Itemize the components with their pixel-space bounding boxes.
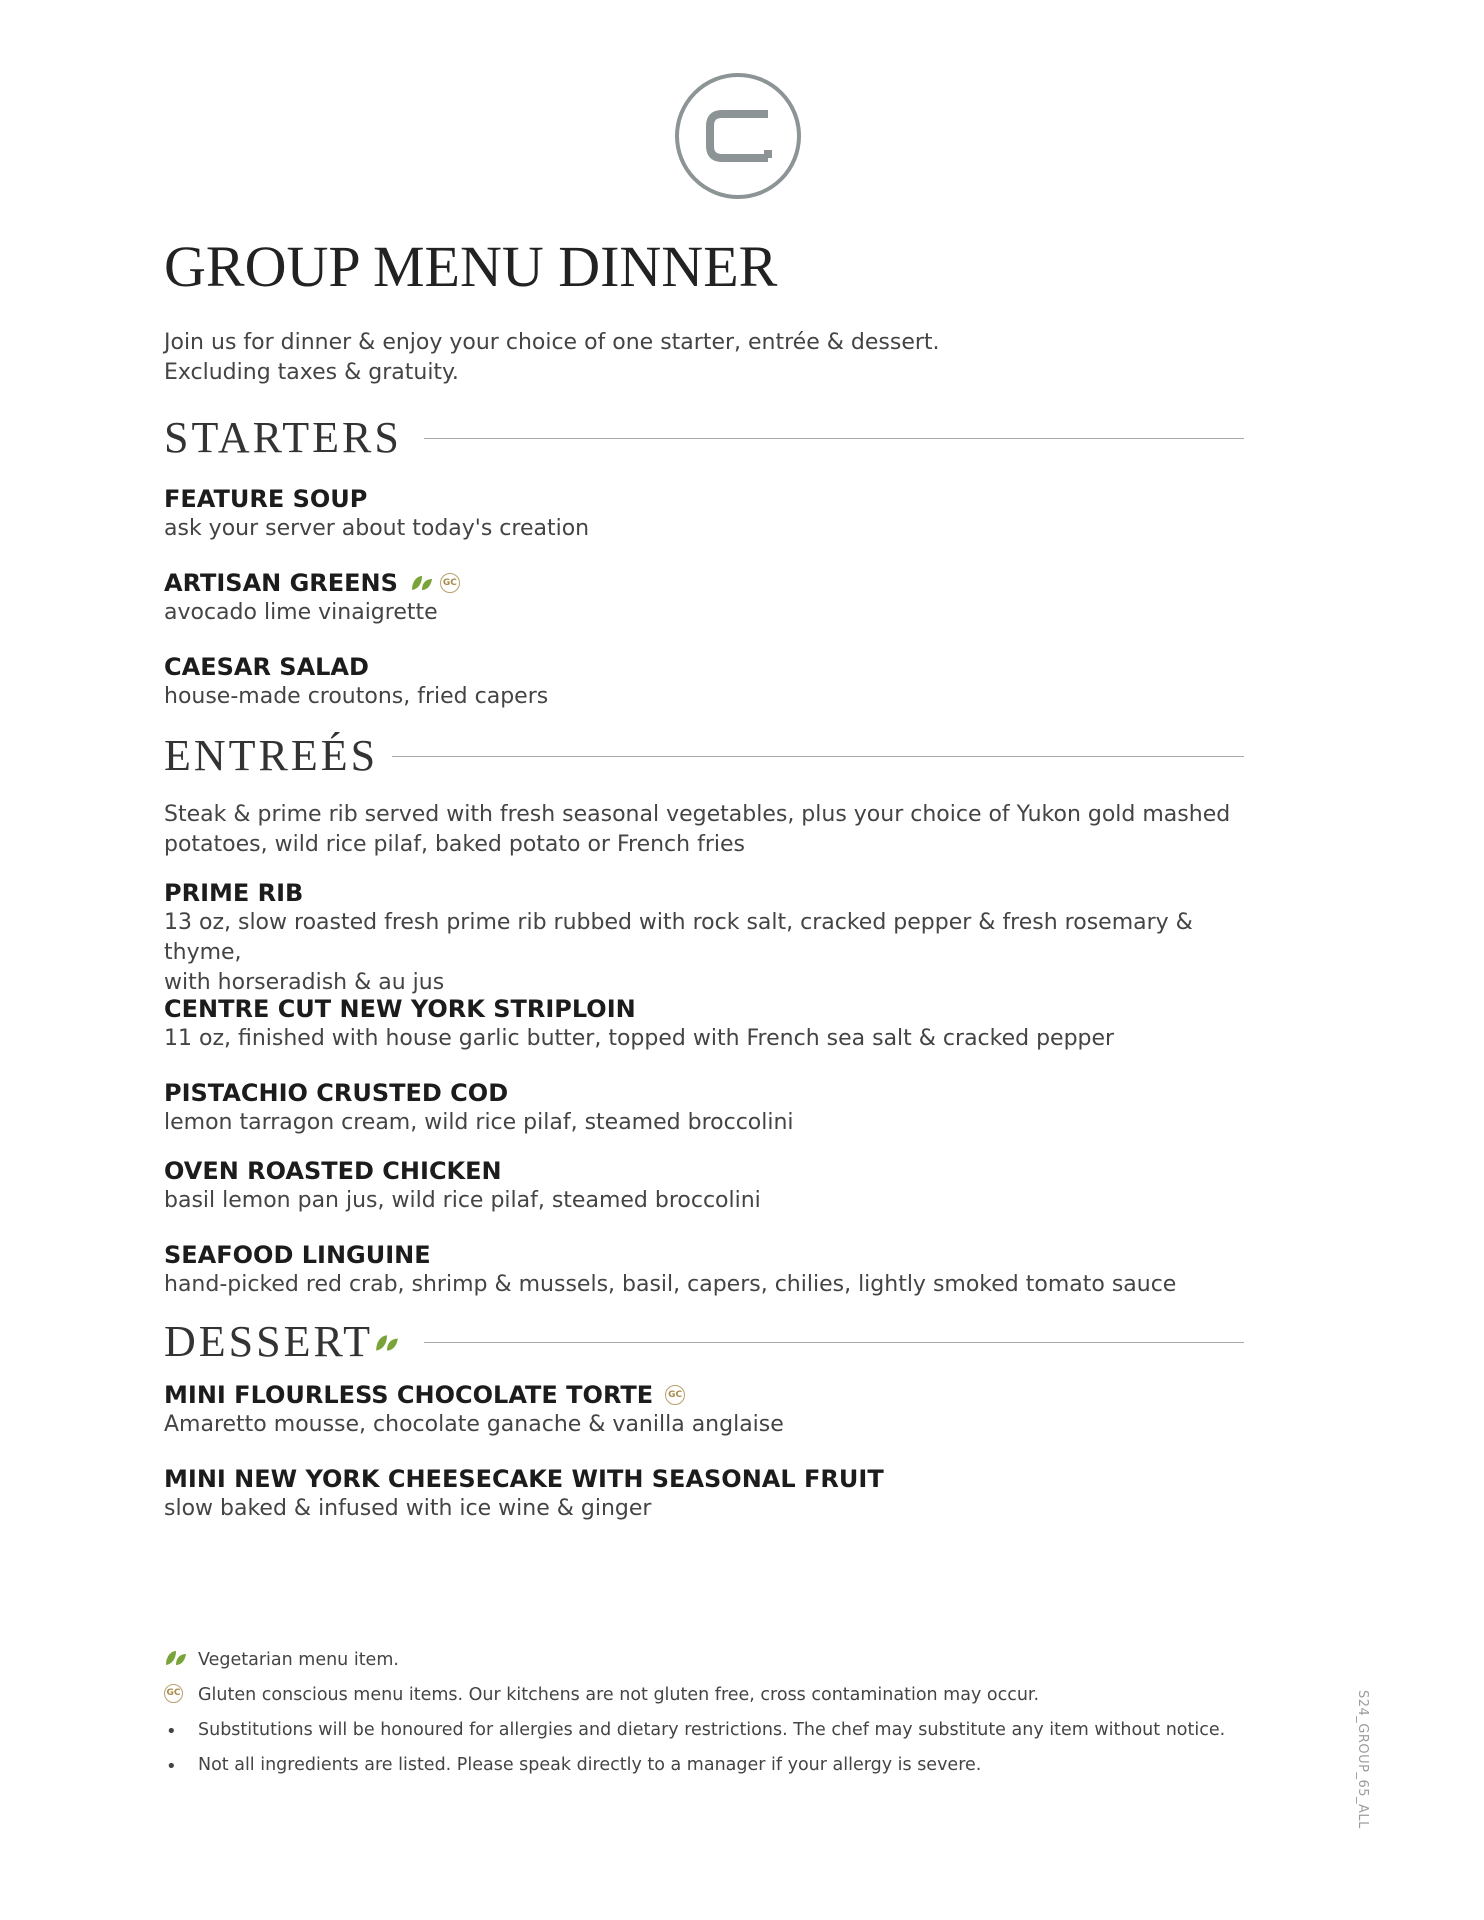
intro-line: Join us for dinner & enjoy your choice of one starter, entrée & dessert. — [164, 330, 940, 355]
footnotes — [164, 1648, 1264, 1788]
item-description: lemon tarragon cream, wild rice pilaf, steamed broccolini — [164, 1110, 794, 1135]
item-name: FEATURE SOUP — [164, 485, 368, 513]
logo — [674, 72, 802, 200]
bullet: • — [166, 1756, 177, 1777]
gc-icon: GC — [164, 1684, 183, 1703]
intro-line: Excluding taxes & gratuity. — [164, 360, 459, 385]
entrees-intro-line: Steak & prime rib served with fresh seasonal vegetables, plus your choice of Yukon gold mashed — [164, 802, 1231, 827]
menu-item — [164, 878, 1254, 998]
item-name: CAESAR SALAD — [164, 653, 369, 681]
section-title: ENTREÉS — [164, 731, 379, 780]
item-description: 13 oz, slow roasted fresh prime rib rubbed with rock salt, cracked pepper & fresh rosemary & thyme, — [164, 910, 1193, 965]
bullet: • — [166, 1721, 177, 1742]
item-name: MINI NEW YORK CHEESECAKE WITH SEASONAL FRUIT — [164, 1465, 884, 1493]
item-name-row — [164, 568, 1254, 598]
section-divider — [424, 1342, 1244, 1343]
menu-item — [164, 1078, 1254, 1138]
item-name: ARTISAN GREENS — [164, 569, 398, 597]
item-description: avocado lime vinaigrette — [164, 600, 438, 625]
section-divider — [424, 438, 1244, 439]
footnote-gluten — [164, 1683, 1264, 1718]
footnote-text: Vegetarian menu item. — [198, 1650, 399, 1670]
leaf-icon — [374, 1333, 400, 1357]
page-title: GROUP MENU DINNER — [164, 234, 778, 299]
item-name: PRIME RIB — [164, 879, 304, 907]
section-title: DESSERT — [164, 1317, 374, 1366]
item-name: SEAFOOD LINGUINE — [164, 1241, 431, 1269]
item-name: PISTACHIO CRUSTED COD — [164, 1079, 509, 1107]
item-description: 11 oz, finished with house garlic butter, topped with French sea salt & cracked pepper — [164, 1026, 1115, 1051]
section-header-starters — [164, 414, 1244, 462]
menu-item — [164, 652, 1254, 712]
section-title: STARTERS — [164, 413, 402, 462]
footnote-vegetarian — [164, 1648, 1264, 1683]
gc-icon: GC — [440, 573, 460, 593]
menu-item — [164, 568, 1254, 628]
menu-item — [164, 484, 1254, 544]
entrees-intro — [164, 800, 1264, 860]
footnote-text: Not all ingredients are listed. Please speak directly to a manager if your allergy is severe. — [198, 1755, 982, 1775]
item-description: slow baked & infused with ice wine & ginger — [164, 1496, 652, 1521]
item-description: ask your server about today's creation — [164, 516, 590, 541]
menu-item — [164, 1156, 1254, 1216]
menu-item — [164, 1240, 1254, 1300]
section-header-dessert — [164, 1318, 1244, 1366]
document-code: S24_GROUP_65_ALL — [1355, 1690, 1370, 1829]
menu-item — [164, 1380, 1254, 1440]
item-name: MINI FLOURLESS CHOCOLATE TORTE — [164, 1381, 654, 1409]
item-name-row — [164, 1380, 1254, 1410]
item-description: hand-picked red crab, shrimp & mussels, basil, capers, chilies, lightly smoked tomato sauce — [164, 1272, 1177, 1297]
menu-item — [164, 1464, 1254, 1524]
footnote-ingredients — [164, 1753, 1264, 1788]
intro-text — [164, 328, 940, 388]
item-name: CENTRE CUT NEW YORK STRIPLOIN — [164, 995, 636, 1023]
menu-item — [164, 994, 1254, 1054]
item-description: with horseradish & au jus — [164, 970, 445, 995]
item-name: OVEN ROASTED CHICKEN — [164, 1157, 502, 1185]
item-description: house-made croutons, fried capers — [164, 684, 549, 709]
section-header-entrees — [164, 732, 1244, 780]
c-monogram-circle-icon — [674, 72, 802, 200]
footnote-text: Substitutions will be honoured for allergies and dietary restrictions. The chef may substitute any item without notice. — [198, 1720, 1226, 1740]
item-description: Amaretto mousse, chocolate ganache & vanilla anglaise — [164, 1412, 784, 1437]
leaf-icon — [164, 1649, 188, 1674]
entrees-intro-line: potatoes, wild rice pilaf, baked potato or French fries — [164, 832, 745, 857]
footnote-substitutions — [164, 1718, 1264, 1753]
footnote-text: Gluten conscious menu items. Our kitchens are not gluten free, cross contamination may occur. — [198, 1685, 1040, 1705]
section-divider — [392, 756, 1244, 757]
gc-icon: GC — [665, 1385, 685, 1405]
item-description: basil lemon pan jus, wild rice pilaf, steamed broccolini — [164, 1188, 761, 1213]
leaf-icon — [410, 574, 434, 592]
